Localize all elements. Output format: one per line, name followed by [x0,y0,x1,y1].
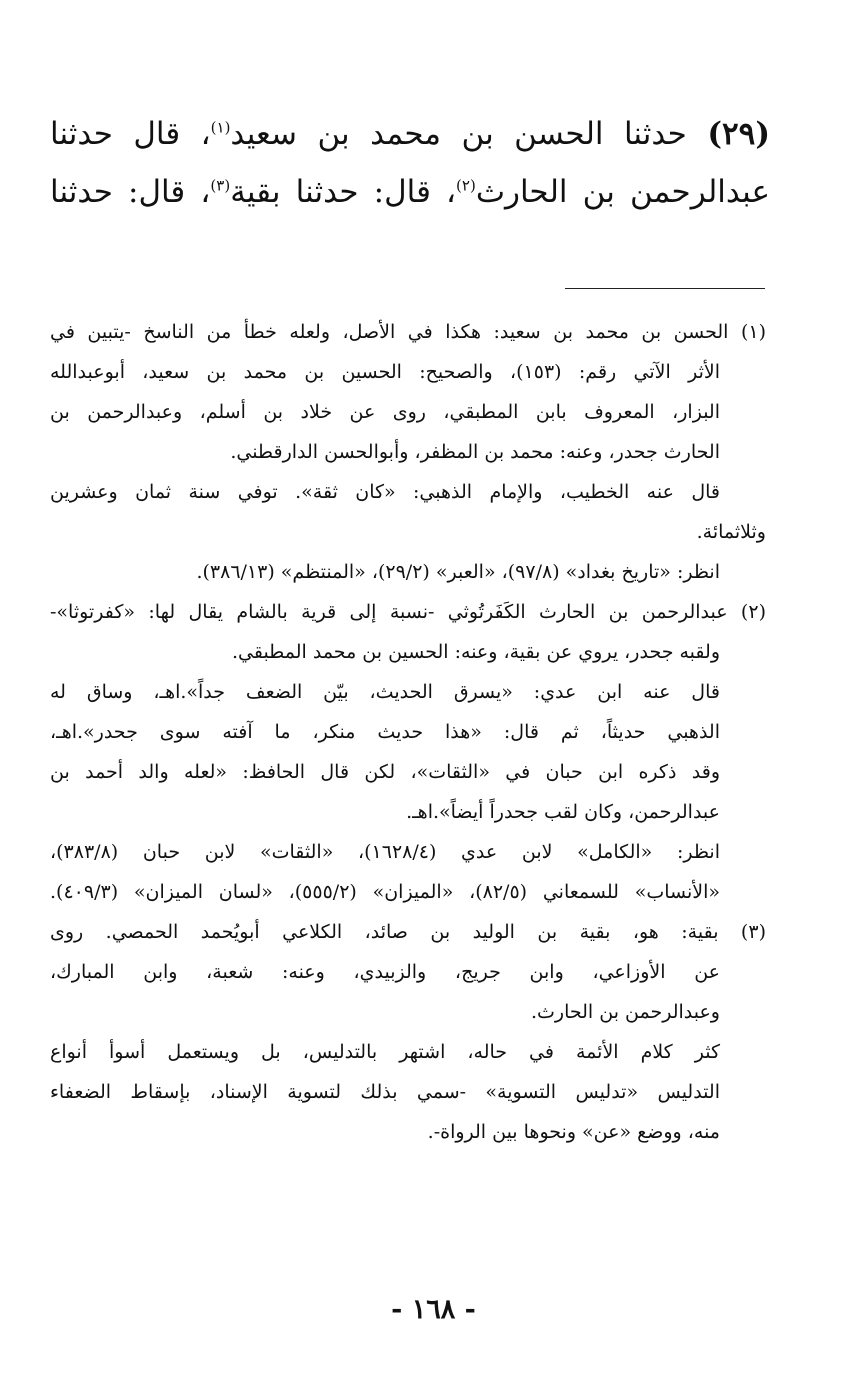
page-number: - ١٦٨ - [391,1294,476,1325]
hadith-text [50,105,770,221]
footnote-separator [565,288,765,289]
hadith-line-1 [50,105,770,163]
footnote-line: البزار، المعروف بابن المطبقي، روى عن خلاد بن أسلم، وعبدالرحمن بن [50,401,720,423]
footnote-line: عن الأوزاعي، وابن جريج، والزبيدي، وعنه: شعبة، وابن المبارك، [50,961,720,983]
footnote-ref-3: (٣) [210,176,231,195]
hadith-line-2 [50,163,770,221]
footnote-line: عبدالرحمن، وكان لقب جحدراً أيضاً».اهـ. [406,801,720,823]
footnote-ref-2: (٢) [456,176,476,195]
hadith-line-2-a: عبدالرحمن بن الحارث [475,174,770,210]
footnote-line: (١) الحسن بن محمد بن سعيد: هكذا في الأصل، ولعله خطأ من الناسخ -يتبين في [50,321,766,343]
footnote-line: وقد ذكره ابن حبان في «الثقات»، لكن قال الحافظ: «لعله والد أحمد بن [50,761,720,783]
footnote-line: قال عنه الخطيب، والإمام الذهبي: «كان ثقة». توفي سنة ثمان وعشرين [50,481,720,503]
footnote-line: منه، ووضع «عن» ونحوها بين الرواة-. [427,1121,720,1143]
footnote-line: انظر: «الكامل» لابن عدي (١٦٢٨/٤)، «الثقات» لابن حبان (٣٨٣/٨)، [50,841,720,863]
hadith-number: (٢٩) [707,116,770,152]
hadith-line-1-text: حدثنا الحسن بن محمد بن سعيد [230,116,687,152]
footnote-line: الأثر الآتي رقم: (١٥٣)، والصحيح: الحسين بن محمد بن سعيد، أبوعبدالله [50,361,720,383]
footnote-line: ولقبه جحدر، يروي عن بقية، وعنه: الحسين بن محمد المطبقي. [231,641,720,663]
footnote-ref-1: (١) [210,118,231,137]
footnote-line: كثر كلام الأئمة في حاله، اشتهر بالتدليس، بل ويستعمل أسوأ أنواع [50,1041,720,1063]
hadith-line-1-tail: ، قال حدثنا [50,116,211,152]
footnote-line: (٣) بقية: هو، بقية بن الوليد بن صائد، الكلاعي أبويُحمد الحمصي. روى [50,921,766,943]
hadith-line-2-b: ، قال: حدثنا بقية [230,174,457,210]
footnotes [50,312,766,1152]
footnote-line: الذهبي حديثاً، ثم قال: «هذا حديث منكر، ما آفته سوى جحدر».اهـ، [50,721,720,743]
footnote-line: قال عنه ابن عدي: «يسرق الحديث، بيّن الضعف جداً».اهـ، وساق له [50,681,720,703]
footnote-line: انظر: «تاريخ بغداد» (٩٧/٨)، «العبر» (٢٩/٢)، «المنتظم» (٣٨٦/١٣). [196,561,720,583]
footnote-line: «الأنساب» للسمعاني (٨٢/٥)، «الميزان» (٥٥٥/٢)، «لسان الميزان» (٤٠٩/٣). [50,881,720,903]
footnote-line: الحارث جحدر، وعنه: محمد بن المظفر، وأبوالحسن الدارقطني. [230,441,720,463]
footnote-line: وعبدالرحمن بن الحارث. [530,1001,720,1023]
footnote-line: وثلاثمائة. [696,521,766,543]
hadith-line-2-c: ، قال: حدثنا [50,174,211,210]
footnote-line: (٢) عبدالرحمن بن الحارث الكَفَرتُوثي -نسبة إلى قرية بالشام يقال لها: «كفرتوثا»- [50,601,766,623]
footnote-line: التدليس «تدليس التسوية» -سمي بذلك لتسوية الإسناد، بإسقاط الضعفاء [50,1081,720,1103]
